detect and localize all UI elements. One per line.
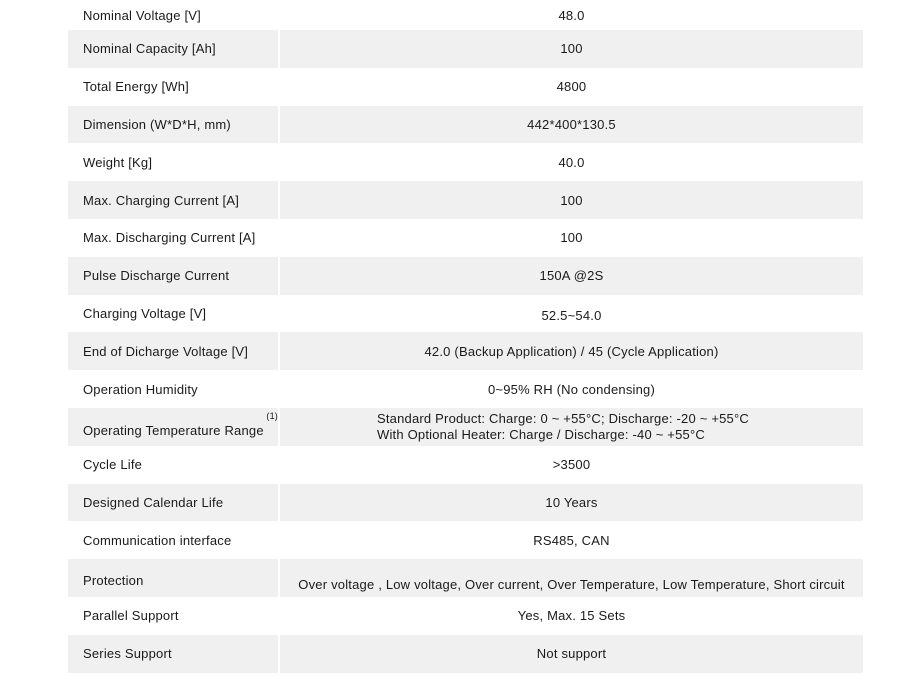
spec-label: Dimension (W*D*H, mm)	[68, 106, 278, 144]
spec-value: 48.0	[558, 7, 585, 23]
table-row	[68, 446, 863, 484]
spec-label: Pulse Discharge Current	[68, 257, 278, 295]
spec-label: Nominal Voltage [V]	[83, 7, 201, 23]
table-row	[68, 521, 863, 559]
table-row	[68, 257, 863, 295]
spec-value: RS485, CAN	[533, 532, 610, 548]
spec-value: 100	[280, 30, 863, 68]
spec-value-line: Standard Product: Charge: 0 ~ +55°C; Discharge: -20 ~ +55°C	[377, 410, 749, 426]
spec-value: Not support	[280, 635, 863, 673]
spec-value: 40.0	[558, 154, 585, 170]
table-row	[68, 484, 863, 522]
spec-label: Weight [Kg]	[83, 154, 153, 170]
table-row	[68, 370, 863, 408]
table-row	[68, 332, 863, 370]
spec-label: Communication interface	[83, 532, 232, 548]
table-row	[68, 597, 863, 635]
table-row	[68, 408, 863, 446]
spec-value: 442*400*130.5	[280, 106, 863, 144]
spec-label: Max. Discharging Current [A]	[83, 230, 256, 246]
spec-label: Cycle Life	[83, 457, 143, 473]
spec-label: Series Support	[68, 635, 278, 673]
footnote-marker: (1)	[266, 410, 278, 421]
spec-label: Operation Humidity	[83, 381, 198, 397]
spec-value: 100	[280, 181, 863, 219]
spec-label: Protection	[68, 559, 278, 597]
table-row	[68, 219, 863, 257]
spec-value: 150A @2S	[280, 257, 863, 295]
spec-value: Yes, Max. 15 Sets	[517, 608, 626, 624]
spec-label	[68, 408, 278, 446]
spec-label-text: Operating Temperature Range	[83, 422, 264, 438]
table-row	[68, 68, 863, 106]
spec-value: 4800	[556, 79, 587, 95]
table-row	[68, 635, 863, 673]
spec-value: 10 Years	[280, 484, 863, 522]
spec-value: 52.5~54.0	[541, 307, 602, 323]
spec-value	[280, 408, 863, 446]
table-row	[68, 106, 863, 144]
spec-value-line: With Optional Heater: Charge / Discharge: -40 ~ +55°C	[377, 426, 705, 442]
spec-label: End of Dicharge Voltage [V]	[68, 332, 278, 370]
table-row	[68, 559, 863, 597]
spec-label: Nominal Capacity [Ah]	[68, 30, 278, 68]
table-row	[68, 295, 863, 333]
spec-label: Max. Charging Current [A]	[68, 181, 278, 219]
spec-value: >3500	[552, 457, 591, 473]
spec-label: Designed Calendar Life	[68, 484, 278, 522]
spec-value: 0~95% RH (No condensing)	[487, 381, 656, 397]
spec-value: 42.0 (Backup Application) / 45 (Cycle Application)	[280, 332, 863, 370]
spec-table	[68, 0, 863, 673]
table-row	[68, 0, 863, 30]
spec-value: 100	[560, 230, 583, 246]
spec-label: Parallel Support	[83, 608, 179, 624]
table-row	[68, 30, 863, 68]
spec-label: Charging Voltage [V]	[83, 305, 207, 321]
table-row	[68, 143, 863, 181]
spec-value: Over voltage , Low voltage, Over current, Over Temperature, Low Temperature, Short circuit	[280, 559, 863, 597]
table-row	[68, 181, 863, 219]
spec-label: Total Energy [Wh]	[83, 79, 189, 95]
